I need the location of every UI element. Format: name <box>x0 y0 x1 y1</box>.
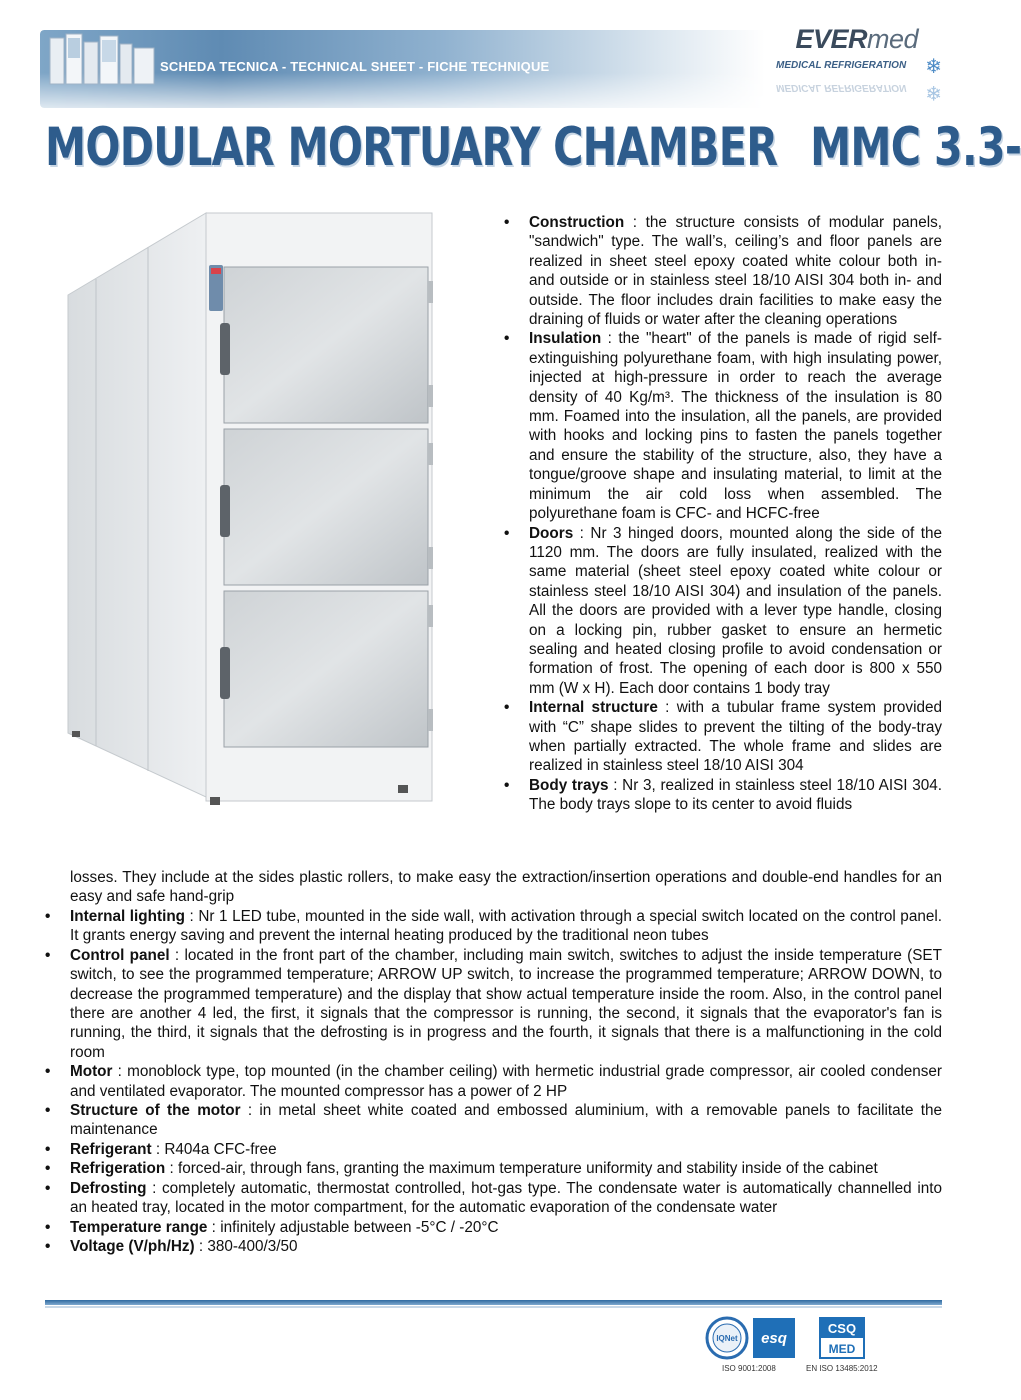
spec-body-trays-continuation: losses. They include at the sides plastic rollers, to make easy the extraction/insertion operations and double-end handles for an easy and safe hand-grip <box>70 869 942 906</box>
footer-rule <box>45 1300 942 1305</box>
svg-text:IQNet: IQNet <box>716 1334 738 1343</box>
cert2-caption: EN ISO 13485:2012 <box>806 1364 878 1373</box>
spec-structure-of-motor: • Structure of the motor : in metal sheet white coated and embossed aluminium, with a removable panels to facilitate the maintenance <box>45 1102 942 1139</box>
snowflake-icon: ❄ <box>925 56 942 78</box>
spec-temperature-range: • Temperature range : infinitely adjustable between -5°C / -20°C <box>45 1218 499 1236</box>
snowflake-reflection-icon: ❄ <box>925 81 942 103</box>
spec-refrigerant: • Refrigerant : R404a CFC-free <box>45 1140 277 1158</box>
spec-construction: • Construction : the structure consists of modular panels, "sandwich" type. The wall’s, ceiling’s and floor panels are realized in sheet steel epoxy coated white colour both in- and outside or in stainless steel 18/10 AISI 304 both in- and outside. The floor includes drain facilities to make easy the draining of fluids or water after the cleaning operations <box>504 214 942 329</box>
logo-subtitle: MEDICAL REFRIGERATION <box>776 60 907 71</box>
page-title: MODULAR MORTUARY CHAMBER MMC 3.3- <box>45 117 1021 178</box>
logo-subtitle-reflection: MEDICAL REFRIGERATION <box>776 82 907 93</box>
spec-control-panel: • Control panel : located in the front part of the chamber, including main switch, switches to adjust the inside temperature (SET switch, to see the programmed temperature; ARROW UP switch, to increase the programmed temperature; ARROW DOWN, to decrease the programmed temperature) and the display that show actual temperature inside the room. Also, in the control panel there are another 4 led, the first, it signals that the compressor is running, the second, it signals that the evaporator's fan is running, the third, it signals that the defrosting is in progress and the fourth, it signals that there is a malfunctioning in the cold room <box>45 946 942 1061</box>
spec-insulation: • Insulation : the "heart" of the panels is made of rigid self-extinguishing polyurethane foam, with high insulating power, injected at high-pressure in order to reach the average density of 40 Kg/m³. The thickness of the insulation is 80 mm. Foamed into the insulation, all the panels, are provided with hooks and locking pins to fasten the panels together and ensure the stability of the structure, also, they have a tongue/groove shape and insulating material, to limit at the minimum the air cold loss when assembled. The polyurethane foam is CFC- and HCFC-free <box>504 330 942 523</box>
spec-list-full-width <box>45 907 942 1256</box>
spec-voltage: • Voltage (V/ph/Hz) : 380-400/3/50 <box>45 1237 298 1255</box>
spec-defrosting: • Defrosting : completely automatic, thermostat controlled, hot-gas type. The condensate water is automatically channelled into an heated tray, located in the motor compartment, for the automatic evaporation of the condensate water <box>45 1179 942 1217</box>
mortuary-chamber-image <box>60 205 470 815</box>
spec-motor: • Motor : monoblock type, top mounted (in the chamber ceiling) with hermetic industrial grade compressor, air cooled condenser and ventilated evaporator. The mounted compressor has a power of 2 HP <box>45 1063 943 1100</box>
model-number: MMC 3.3- <box>810 117 1021 178</box>
spec-body-trays: • Body trays : Nr 3, realized in stainless steel 18/10 AISI 304. The body trays slope to its center to avoid fluids <box>504 776 943 814</box>
spec-internal-lighting: • Internal lighting : Nr 1 LED tube, mounted in the side wall, with activation through a special switch located on the control panel. It grants energy saving and prevent the internal heating produced by the traditional neon tubes <box>45 908 942 945</box>
svg-text:esq: esq <box>761 1330 787 1347</box>
evermed-logo <box>776 24 946 104</box>
csq-med-badge-icon <box>818 1316 866 1360</box>
spec-internal-structure: • Internal structure : with a tubular frame system provided with “C” shape slides to prevent the tilting of the body-tray when partially extracted. The whole frame and slides are realized in stainless steel 18/10 AISI 304 <box>504 699 942 775</box>
spec-refrigeration: • Refrigeration : forced-air, through fans, granting the maximum temperature uniformity and stability inside of the cabinet <box>45 1160 878 1178</box>
header-band-text: SCHEDA TECNICA - TECHNICAL SHEET - FICHE TECHNIQUE <box>160 59 550 74</box>
spec-list-right-column <box>504 213 942 815</box>
svg-text:CSQ: CSQ <box>827 1321 857 1336</box>
logo-brand: EVERmed <box>795 24 918 54</box>
spec-doors: • Doors : Nr 3 hinged doors, mounted along the side of the 1120 mm. The doors are fully insulated, realized with the same material (sheet steel epoxy coated white colour or stainless steel 18/10 AISI 304) and insulation of the panels. All the doors are provided with a lever type handle, closing on a locking pin, rubber gasket to ensure an hermetic sealing and heated closing profile to avoid condensation or formation of frost. The opening of each door is 800 x 550 mm (W x H). Each door contains 1 body tray <box>504 524 943 697</box>
certification-badge-icon <box>705 1316 800 1360</box>
fridge-lineup-icon <box>48 32 158 87</box>
cert1-caption: ISO 9001:2008 <box>722 1364 776 1373</box>
svg-text:MED: MED <box>828 1342 856 1356</box>
footer-rule-light <box>45 1306 942 1308</box>
